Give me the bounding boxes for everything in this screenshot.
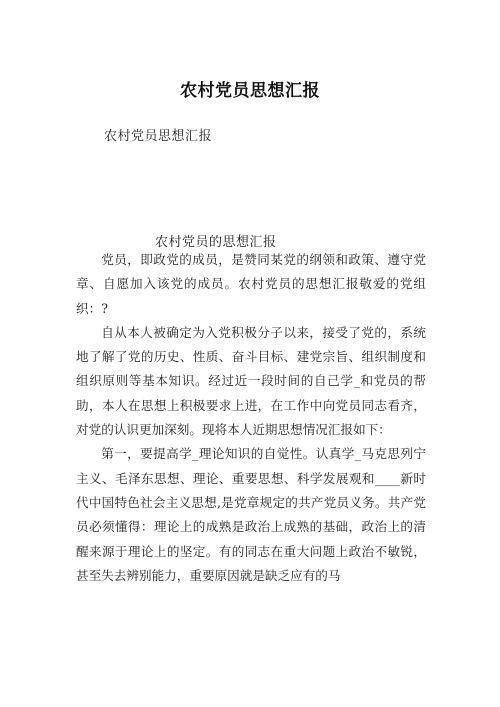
- section-heading: 农村党员的思想汇报: [155, 235, 277, 250]
- paragraph: 党员，即政党的成员，是赞同某党的纲领和政策、遵守党章、自愿加入该党的成员。农村党员的思想汇报敬爱的党组织：?: [76, 252, 426, 316]
- document-body: [76, 248, 426, 588]
- document-title: 农村党员思想汇报: [180, 81, 320, 101]
- paragraph: 自从本人被确定为入党积极分子以来，接受了党的，系统地了解了党的历史、性质、奋斗目标、建党宗旨、组织制度和组织原则等基本知识。经过近一段时间的自己学_和党员的帮助，本人在思想上积极要求上进，在工作中向党员同志看齐，对党的认识更加深刻。现将本人近期思想情况汇报如下：: [76, 324, 426, 438]
- paragraph: 第一，要提高学_理论知识的自觉性。认真学_马克思列宁主义、毛泽东思想、理论、重要思想、科学发展观和____新时代中国特色社会主义思想,是党章规定的共产党员义务。共产党员必须懂得：理论上的成熟是政治上成熟的基础，政治上的清醒来源于理论上的坚定。有的同志在重大问题上政治不敏锐，甚至失去辨别能力，重要原因就是缺乏应有的马: [76, 446, 426, 583]
- document-subtitle: 农村党员思想汇报: [104, 129, 213, 144]
